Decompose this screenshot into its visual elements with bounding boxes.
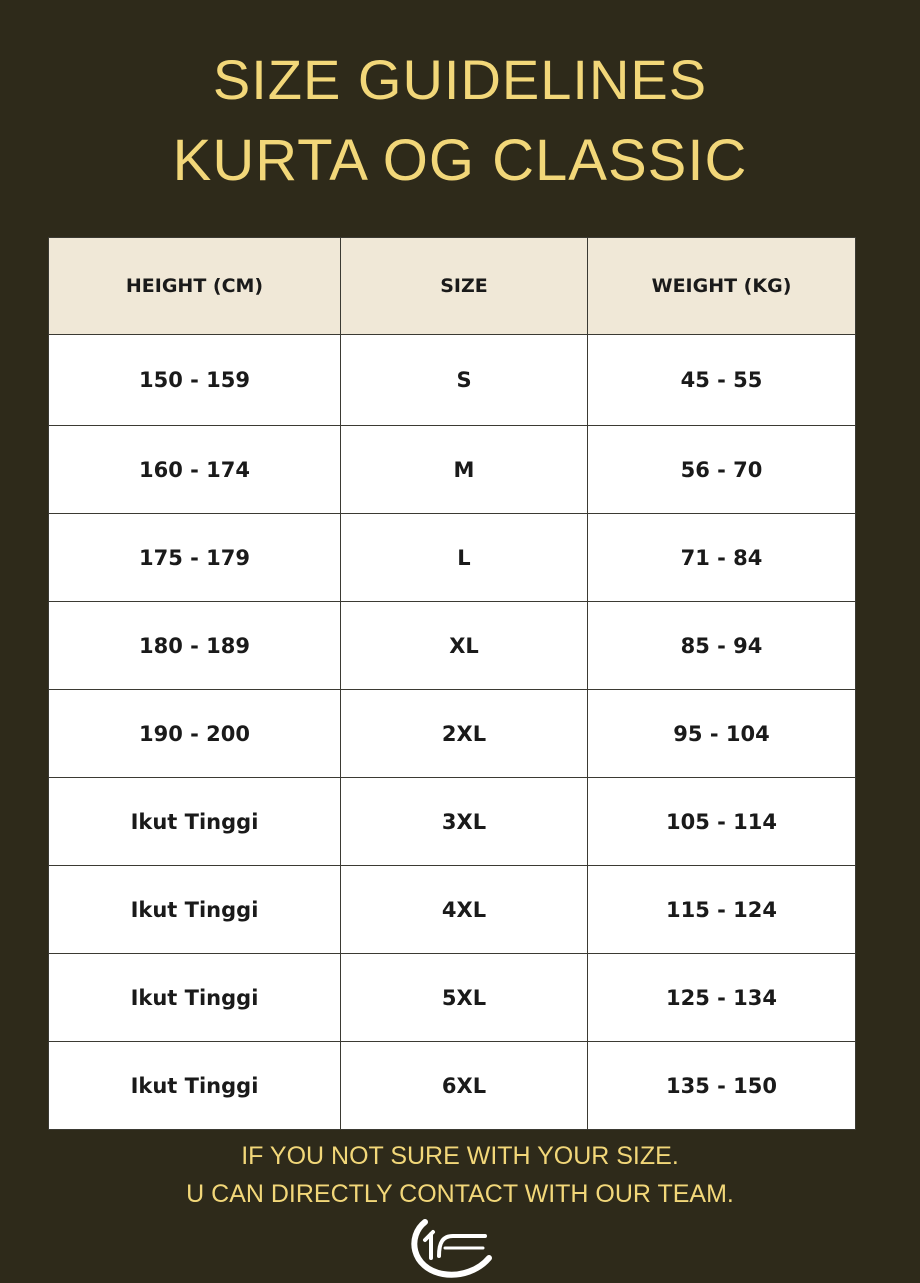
size-cell: L [341, 514, 588, 602]
brand-logo-icon [405, 1212, 497, 1278]
height-cell: 190 - 200 [49, 690, 341, 778]
size-chart-table [48, 237, 855, 1125]
size-cell: 3XL [341, 778, 588, 866]
page-title: SIZE GUIDELINES [212, 48, 708, 111]
footer-note-line2: U CAN DIRECTLY CONTACT WITH OUR TEAM. [186, 1180, 734, 1208]
height-cell: Ikut Tinggi [49, 1042, 341, 1130]
height-cell: Ikut Tinggi [49, 954, 341, 1042]
table-row [49, 690, 856, 778]
size-cell: 2XL [341, 690, 588, 778]
size-cell: XL [341, 602, 588, 690]
table-row [49, 602, 856, 690]
table-row [49, 866, 856, 954]
weight-cell: 85 - 94 [588, 602, 856, 690]
weight-cell: 135 - 150 [588, 1042, 856, 1130]
height-cell: Ikut Tinggi [49, 866, 341, 954]
table-row [49, 335, 856, 426]
height-cell: 150 - 159 [49, 335, 341, 426]
table-row [49, 954, 856, 1042]
column-header-size: SIZE [341, 238, 588, 335]
weight-cell: 45 - 55 [588, 335, 856, 426]
table-row [49, 1042, 856, 1130]
weight-cell: 105 - 114 [588, 778, 856, 866]
weight-cell: 71 - 84 [588, 514, 856, 602]
table-row [49, 426, 856, 514]
size-cell: M [341, 426, 588, 514]
weight-cell: 95 - 104 [588, 690, 856, 778]
size-cell: 5XL [341, 954, 588, 1042]
size-cell: 4XL [341, 866, 588, 954]
height-cell: Ikut Tinggi [49, 778, 341, 866]
weight-cell: 56 - 70 [588, 426, 856, 514]
column-header-weight: WEIGHT (KG) [588, 238, 856, 335]
column-header-height: HEIGHT (CM) [49, 238, 341, 335]
product-name: KURTA OG CLASSIC [172, 128, 748, 193]
table-row [49, 778, 856, 866]
size-cell: 6XL [341, 1042, 588, 1130]
height-cell: 175 - 179 [49, 514, 341, 602]
height-cell: 180 - 189 [49, 602, 341, 690]
height-cell: 160 - 174 [49, 426, 341, 514]
weight-cell: 115 - 124 [588, 866, 856, 954]
table-header-row [49, 238, 856, 335]
size-cell: S [341, 335, 588, 426]
footer-note-line1: IF YOU NOT SURE WITH YOUR SIZE. [241, 1142, 679, 1170]
table-row [49, 514, 856, 602]
weight-cell: 125 - 134 [588, 954, 856, 1042]
